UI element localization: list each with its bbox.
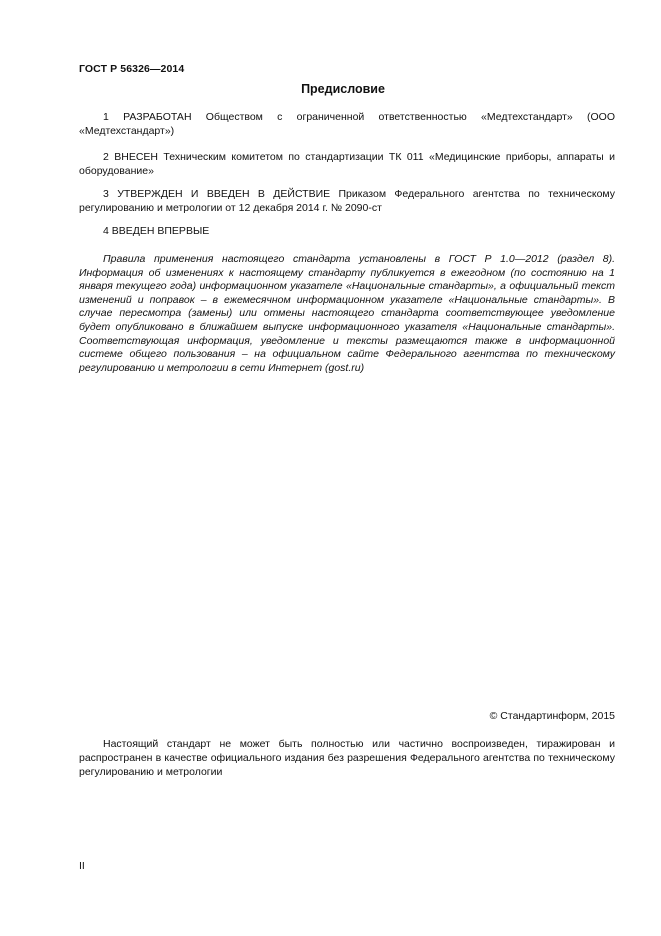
- standard-code: ГОСТ Р 56326—2014: [79, 63, 185, 75]
- rules-note: Правила применения настоящего стандарта установлены в ГОСТ Р 1.0—2012 (раздел 8). Информация об изменениях к настоящему стандарту публикуется в ежегодном (по состоянию на 1 января текущего года) информационном указателе «Национальные стандарты», а официальный текст изменений и поправок – в ежемесячном информационном указателе «Национальные стандарты». В случае пересмотра (замены) или отмены настоящего стандарта соответствующее уведомление будет опубликовано в ближайшем выпуске информационного указателя «Национальные стандарты». Соответствующая информация, уведомление и тексты размещаются также в информационной системе общего пользования – на официальном сайте Федерального агентства по техническому регулированию и метрологии в сети Интернет (gost.ru): [79, 253, 615, 374]
- reproduction-notice: Настоящий стандарт не может быть полностью или частично воспроизведен, тиражирован и распространен в качестве официального издания без разрешения Федерального агентства по техническому регулированию и метрологии: [79, 738, 615, 778]
- copyright-line: © Стандартинформ, 2015: [489, 710, 615, 722]
- page-title: Предисловие: [301, 82, 385, 96]
- page-number: II: [79, 860, 85, 872]
- preface-item-developed: 1 РАЗРАБОТАН Обществом с ограниченной ответственностью «Медтехстандарт» (ООО «Медтехстандарт»): [79, 111, 615, 137]
- preface-item-first-introduced: 4 ВВЕДЕН ВПЕРВЫЕ: [103, 225, 210, 237]
- preface-item-approved: 3 УТВЕРЖДЕН И ВВЕДЕН В ДЕЙСТВИЕ Приказом Федерального агентства по техническому регулированию и метрологии от 12 декабря 2014 г. № 2090-ст: [79, 188, 615, 214]
- preface-item-introduced: 2 ВНЕСЕН Техническим комитетом по стандартизации ТК 011 «Медицинские приборы, аппараты и оборудование»: [79, 151, 615, 177]
